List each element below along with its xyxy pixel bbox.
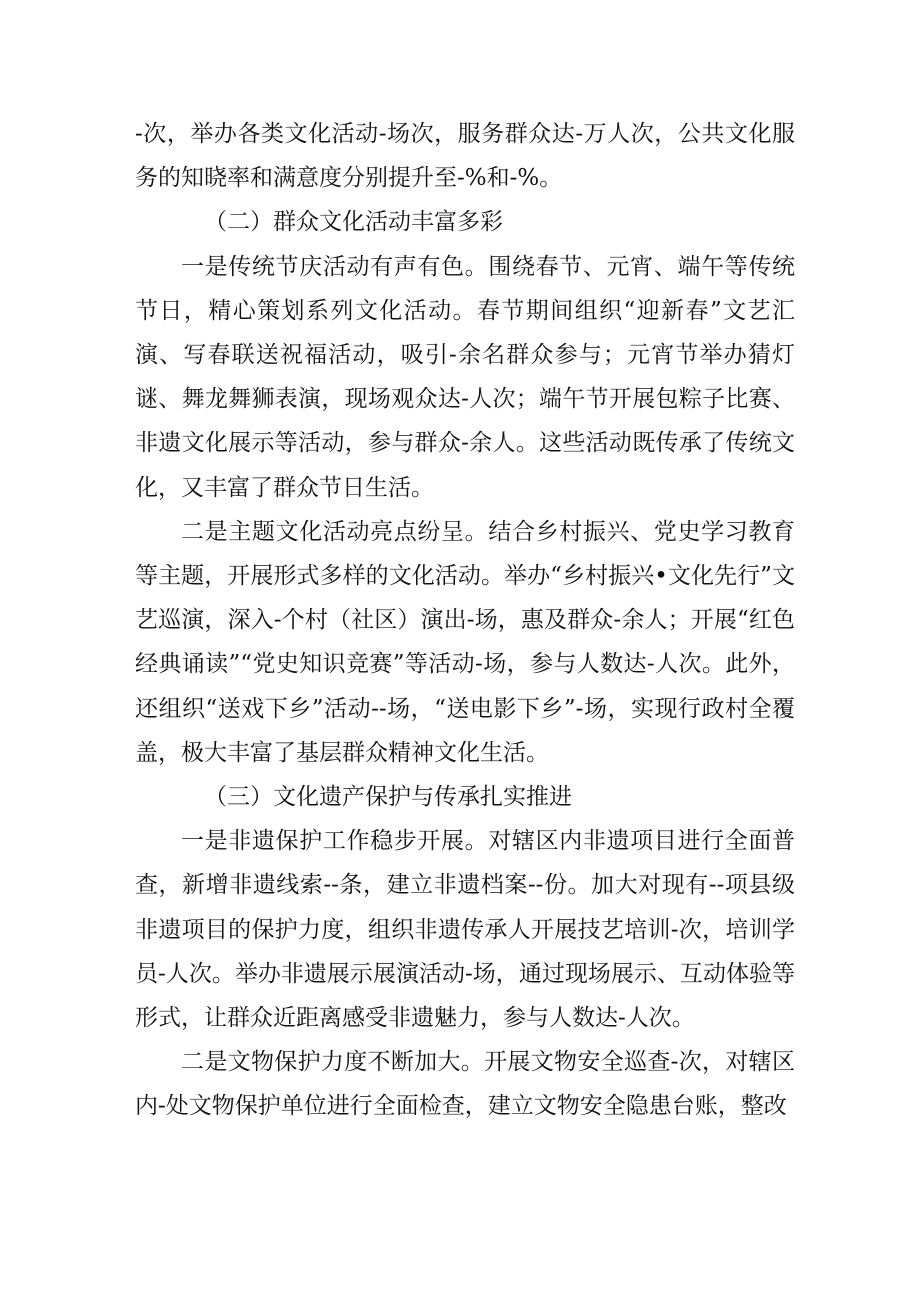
paragraph-theme-activities: 二是主题文化活动亮点纷呈。结合乡村振兴、党史学习教育等主题，开展形式多样的文化活动。举办“乡村振兴•文化先行”文艺巡演，深入-个村（社区）演出-场，惠及群众-余人；开展“红色经典诵读”“党史知识竞赛”等活动-场，参与人数达-人次。此外，还组织“送戏下乡”活动--场，“送电影下乡”-场，实现行政村全覆盖，极大丰富了基层群众精神文化生活。 bbox=[135, 518, 795, 766]
paragraph-cultural-relics: 二是文物保护力度不断加大。开展文物安全巡查-次，对辖区内-处文物保护单位进行全面检查，建立文物安全隐患台账，整改 bbox=[135, 1049, 795, 1120]
paragraph-continuation: -次，举办各类文化活动-场次，服务群众达-万人次，公共文化服务的知晓率和满意度分别提升至-%和-%。 bbox=[135, 121, 795, 192]
paragraph-intangible-heritage: 一是非遗保护工作稳步开展。对辖区内非遗项目进行全面普查，新增非遗线索--条，建立非遗档案--份。加大对现有--项县级非遗项目的保护力度，组织非遗传承人开展技艺培训-次，培训学员-人次。举办非遗展示展演活动-场，通过现场展示、互动体验等形式，让群众近距离感受非遗魅力，参与人数达-人次。 bbox=[135, 828, 795, 1032]
section-heading-3: （三）文化遗产保护与传承扎实推进 bbox=[204, 784, 572, 811]
paragraph-traditional-festivals: 一是传统节庆活动有声有色。围绕春节、元宵、端午等传统节日，精心策划系列文化活动。春节期间组织“迎新春”文艺汇演、写春联送祝福活动，吸引-余名群众参与；元宵节举办猜灯谜、舞龙舞狮表演，现场观众达-人次；端午节开展包粽子比赛、非遗文化展示等活动，参与群众-余人。这些活动既传承了传统文化，又丰富了群众节日生活。 bbox=[135, 253, 795, 501]
document-body bbox=[135, 112, 795, 1129]
section-heading-2: （二）群众文化活动丰富多彩 bbox=[204, 209, 503, 236]
